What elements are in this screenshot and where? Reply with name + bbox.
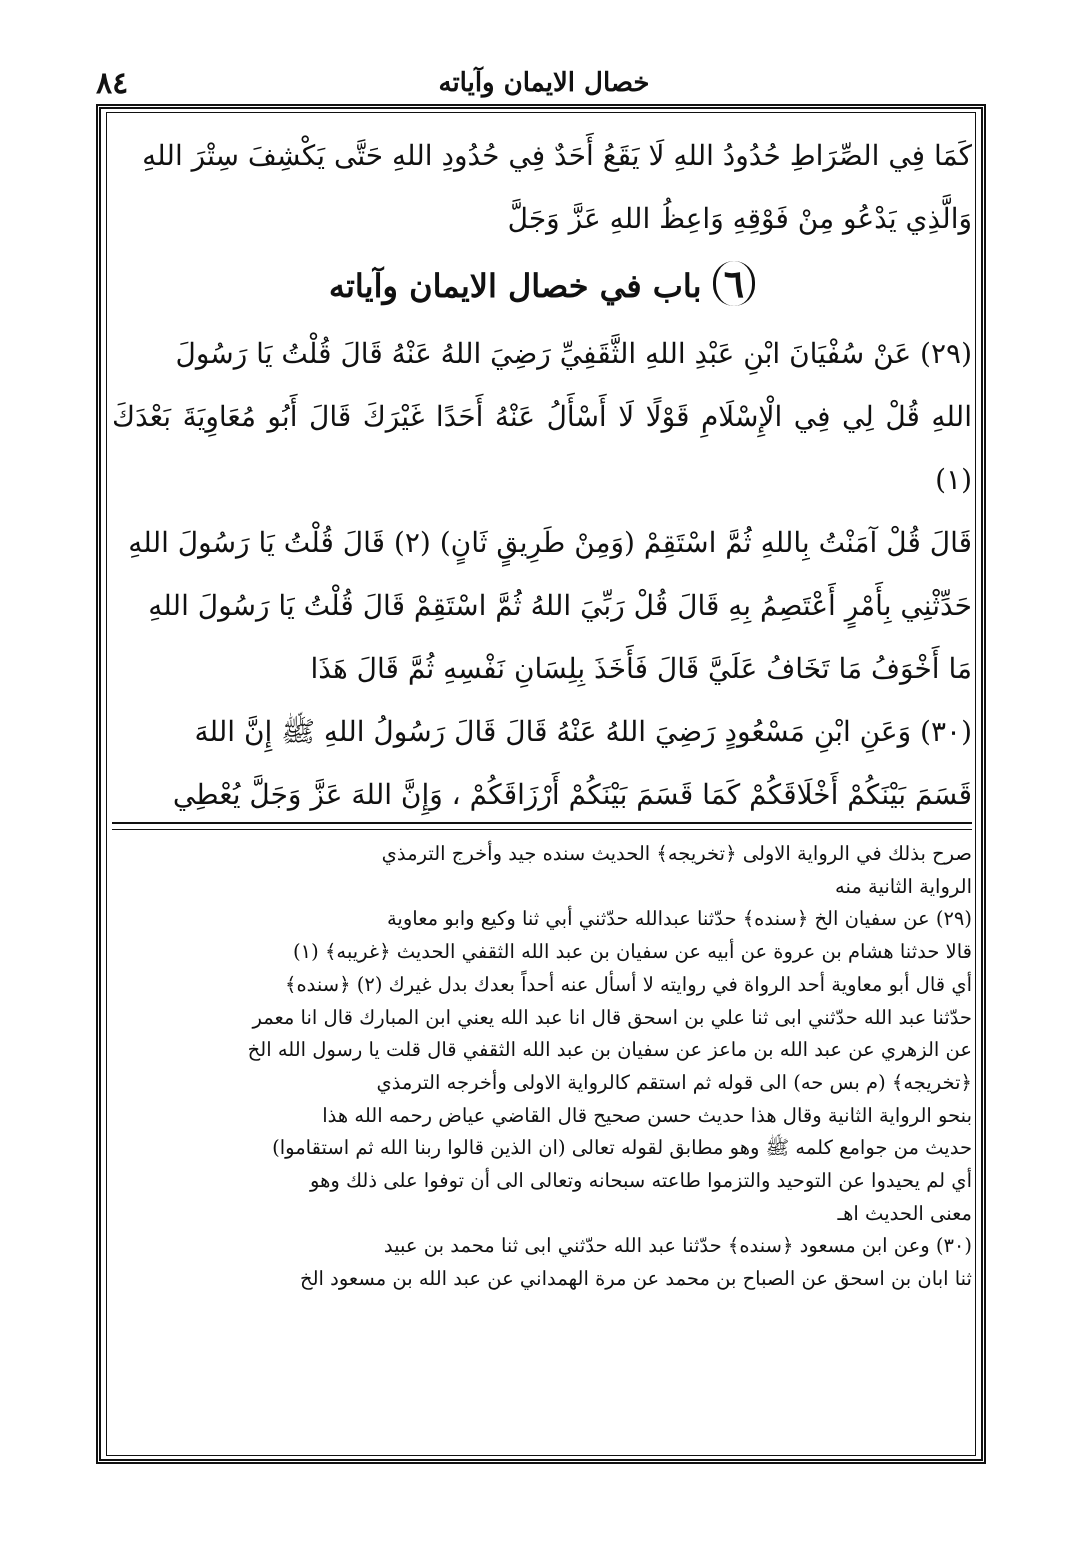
hadith-29-line: اللهِ قُلْ لِي فِي الْإِسْلَامِ قَوْلًا لَا أَسْأَلُ عَنْهُ أَحَدًا غَيْرَكَ قَالَ أَبُو مُعَاوِيَةَ بَعْدَكَ (١) [112, 400, 972, 496]
intro-line: كَمَا فِي الصِّرَاطِ حُدُودُ اللهِ لَا يَقَعُ أَحَدٌ فِي حُدُودِ اللهِ حَتَّى يَكْشِفَ سِتْرَ اللهِ [142, 139, 972, 172]
intro-line: وَالَّذِي يَدْعُو مِنْ فَوْقِهِ وَاعِظُ اللهِ عَزَّ وَجَلَّ [507, 202, 972, 235]
footnote-line: صرح بذلك في الرواية الاولى ﴿تخريجه﴾ الحديث سنده جيد وأخرج الترمذي [381, 842, 972, 865]
main-text [112, 124, 972, 826]
chapter-heading [112, 252, 972, 318]
hadith-29-line: حَدِّثْنِي بِأَمْرٍ أَعْتَصِمُ بِهِ قَالَ قُلْ رَبِّيَ اللهُ ثُمَّ اسْتَقِمْ قَالَ قُلْتُ يَا رَسُولَ اللهِ [148, 589, 972, 622]
page-number: ٨٤ [96, 66, 129, 101]
footnote-line: بنحو الرواية الثانية وقال هذا حديث حسن صحيح قال القاضي عياض رحمه الله هذا [322, 1103, 972, 1127]
footnote-line: عن الزهري عن عبد الله بن ماعز عن سفيان بن عبد الله الثقفي قال قلت يا رسول الله الخ [247, 1038, 972, 1062]
hadith-29-line: قَالَ قُلْ آمَنْتُ بِاللهِ ثُمَّ اسْتَقِمْ (وَمِنْ طَرِيقٍ ثَانٍ) (٢) قَالَ قُلْتُ يَا رَسُولَ اللهِ [128, 526, 972, 559]
chapter-number: ٦ [713, 261, 755, 306]
footnote-line: ﴿تخريجه﴾ (م بس حه) الى قوله ثم استقم كالرواية الاولى وأخرجه الترمذي [376, 1070, 972, 1094]
footnote-line: معنى الحديث اهـ [837, 1201, 972, 1225]
page-header [96, 60, 992, 108]
hadith-30-line: (٣٠) وَعَنِ ابْنِ مَسْعُودٍ رَضِيَ اللهُ عَنْهُ قَالَ قَالَ رَسُولُ اللهِ ﷺ إِنَّ اللهَ [194, 715, 972, 748]
footnote-line: ثنا ابان بن اسحق عن الصباح بن محمد عن مرة الهمداني عن عبد الله بن مسعود الخ [300, 1267, 972, 1291]
footnote-line: (٣٠) وعن ابن مسعود ﴿سنده﴾ حدّثنا عبد الله حدّثني ابى ثنا محمد بن عبيد [383, 1234, 972, 1258]
running-title: خصال الايمان وآياته [438, 68, 650, 98]
footnote-line: قالا حدثنا هشام بن عروة عن أبيه عن سفيان بن عبد الله الثقفي الحديث ﴿غريبه﴾ (١) [293, 940, 972, 964]
chapter-title: باب في خصال الايمان وآياته [328, 267, 702, 305]
footnote-divider [112, 822, 972, 824]
footnote-line: حدّثنا عبد الله حدّثني ابى ثنا علي بن اسحق قال انا عبد الله يعني ابن المبارك قال انا معمر [252, 1005, 972, 1029]
footnote-line: (٢٩) عن سفيان الخ ﴿سنده﴾ حدّثنا عبدالله حدّثني أبي ثنا وكيع وابو معاوية [386, 907, 972, 931]
hadith-29-line: (٢٩) عَنْ سُفْيَانَ ابْنِ عَبْدِ اللهِ الثَّقَفِيِّ رَضِيَ اللهُ عَنْهُ قَالَ قُلْتُ يَا رَسُولَ [175, 337, 972, 370]
footnote-line: حديث من جوامع كلمه ﷺ وهو مطابق لقوله تعالى (ان الذين قالوا ربنا الله ثم استقاموا) [272, 1136, 972, 1160]
footnote-divider-thin [112, 829, 972, 830]
hadith-30-line: قَسَمَ بَيْنَكُمْ أَخْلَاقَكُمْ كَمَا قَسَمَ بَيْنَكُمْ أَرْزَاقَكُمْ ، وَإِنَّ اللهَ عَزَّ وَجَلَّ يُعْطِي [172, 778, 972, 811]
footnote-line: الرواية الثانية منه [835, 874, 972, 898]
footnotes [112, 838, 972, 1296]
footnote-line: أي قال أبو معاوية أحد الرواة في روايته لا أسأل عنه أحداً بعدك بدل غيرك (٢) ﴿سنده﴾ [285, 972, 972, 996]
footnote-line: أي لم يحيدوا عن التوحيد والتزموا طاعته سبحانه وتعالى الى أن توفوا على ذلك وهو [310, 1169, 972, 1193]
hadith-29-line: مَا أَخْوَفُ مَا تَخَافُ عَلَيَّ قَالَ فَأَخَذَ بِلِسَانِ نَفْسِهِ ثُمَّ قَالَ هَذَا [310, 652, 972, 685]
